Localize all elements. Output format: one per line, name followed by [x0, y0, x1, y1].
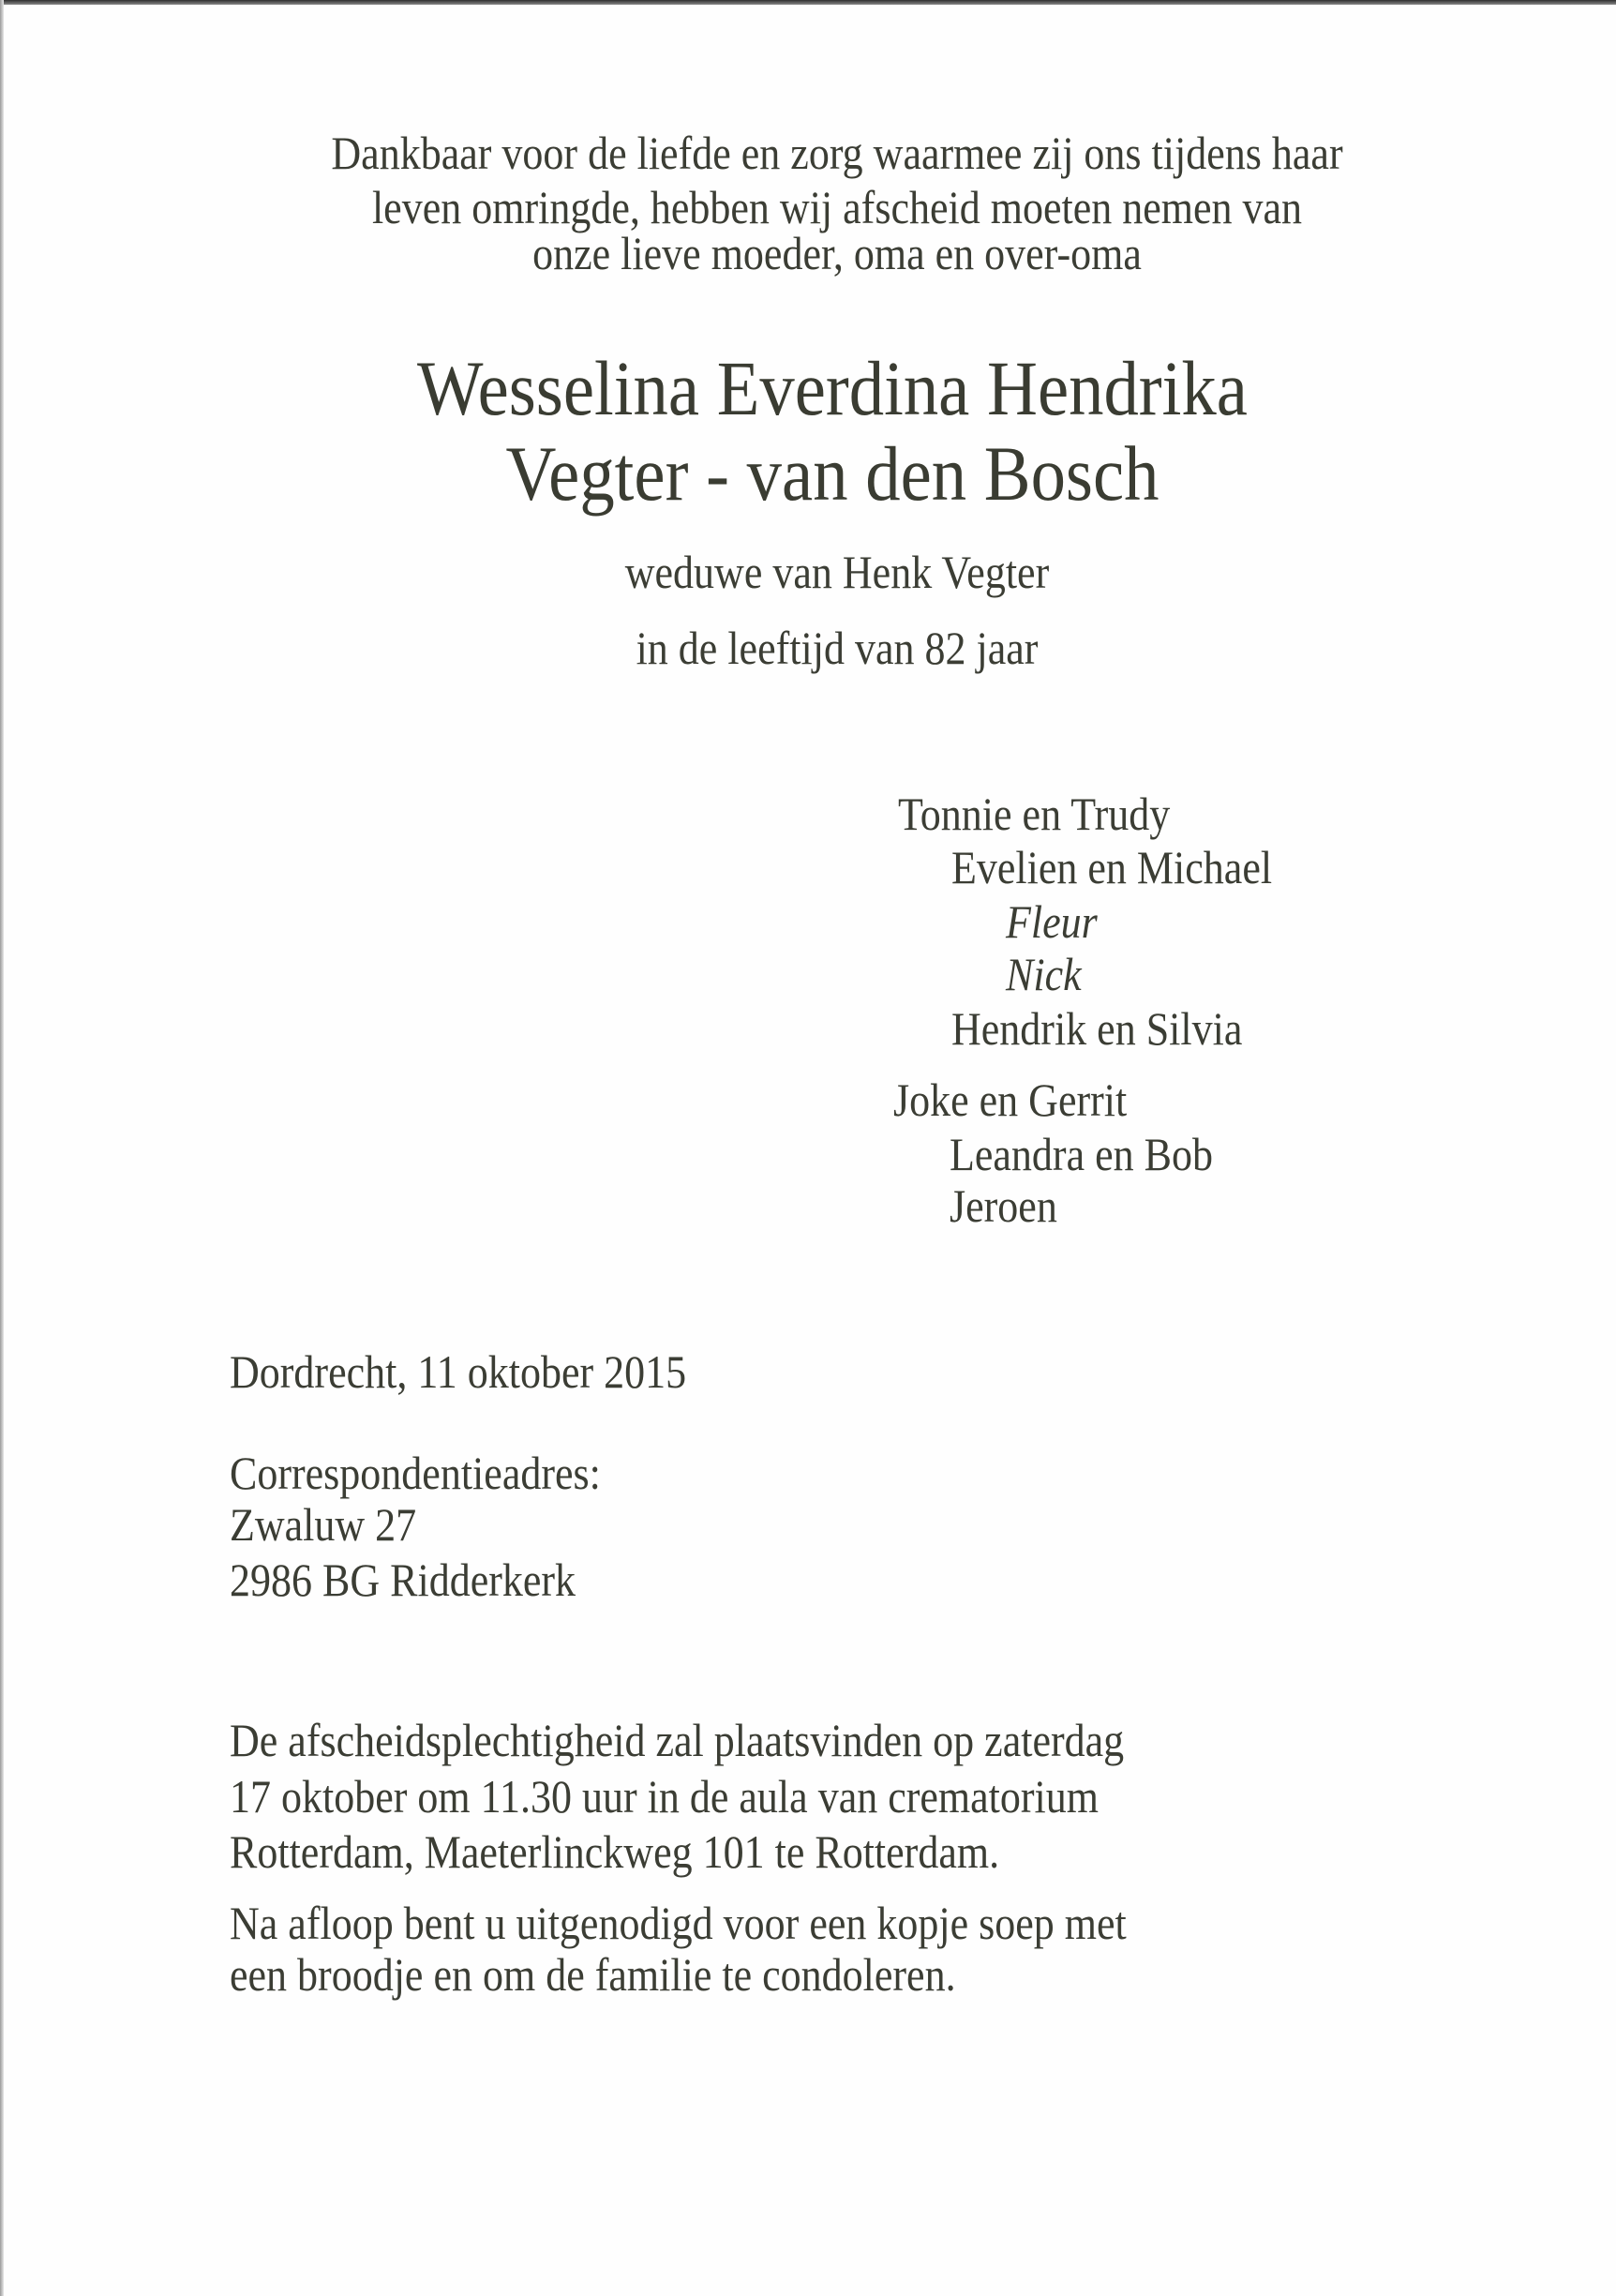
family-child-1-2: Hendrik en Silvia [951, 1002, 1243, 1055]
intro-line-1: Dankbaar voor de liefde en zorg waarmee zij ons tijdens haar [331, 127, 1343, 179]
family-parents-1: Tonnie en Trudy [898, 788, 1171, 840]
age: in de leeftijd van 82 jaar [636, 622, 1039, 674]
ceremony-line-3: Rotterdam, Maeterlinckweg 101 te Rotterdam. [230, 1825, 1000, 1878]
family-grandchild-2: Nick [1006, 948, 1082, 1000]
intro-line-2: leven omringde, hebben wij afscheid moeten nemen van [371, 181, 1303, 233]
ceremony-line-2: 17 oktober om 11.30 uur in de aula van crematorium [230, 1770, 1100, 1823]
reception-line-1: Na afloop bent u uitgenodigd voor een kopje soep met [230, 1897, 1127, 1949]
deceased-name-line-1: Wesselina Everdina Hendrika [417, 345, 1248, 431]
scan-edge-top [0, 0, 1616, 5]
scan-edge-left [0, 0, 4, 2296]
correspondence-postal-city: 2986 BG Ridderkerk [230, 1553, 576, 1606]
family-child-2-1: Leandra en Bob [950, 1128, 1213, 1180]
family-child-2-2: Jeroen [950, 1179, 1057, 1232]
widow-of: weduwe van Henk Vegter [624, 546, 1050, 598]
place-date: Dordrecht, 11 oktober 2015 [230, 1345, 687, 1398]
family-child-1-1: Evelien en Michael [951, 841, 1273, 893]
family-parents-2: Joke en Gerrit [893, 1073, 1128, 1126]
ceremony-line-1: De afscheidsplechtigheid zal plaatsvinden op zaterdag [230, 1714, 1125, 1766]
deceased-name-line-2: Vegter - van den Bosch [505, 430, 1160, 517]
correspondence-street: Zwaluw 27 [230, 1498, 417, 1551]
intro-line-3: onze lieve moeder, oma en over-oma [532, 227, 1142, 279]
reception-line-2: een broodje en om de familie te condoleren. [230, 1948, 956, 2001]
family-grandchild-1: Fleur [1006, 895, 1098, 948]
correspondence-label: Correspondentieadres: [230, 1447, 601, 1499]
